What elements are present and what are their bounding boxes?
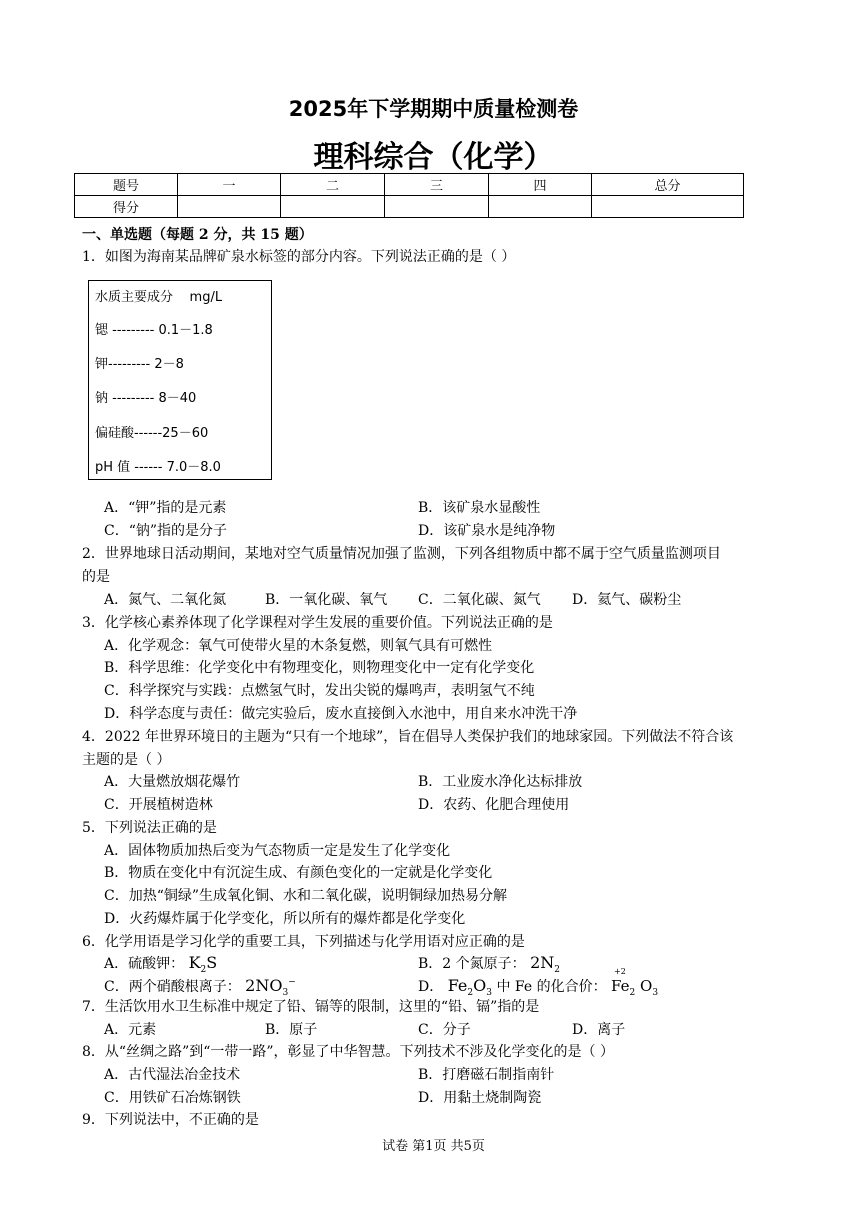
water-label-row: 锶 --------- 0.1－1.8 <box>95 323 213 338</box>
q6-option-c-formula: $2NO_3^-$ <box>245 976 296 999</box>
water-label-row: 偏硅酸------25－60 <box>95 426 209 441</box>
question-1-stem: 1．如图为海南某品牌矿泉水标签的部分内容。下列说法正确的是（ ） <box>82 249 516 265</box>
q6-option-b-formula: $2N_2$ <box>530 953 561 976</box>
valence-mark: +2 <box>614 967 626 976</box>
water-label-heading: 水质主要成分 mg/L <box>95 290 223 305</box>
question-7-stem: 7．生活饮用水卫生标准中规定了铅、镉等的限制，这里的“铅、镉”指的是 <box>82 999 540 1015</box>
q7-option-a[interactable]: A．元素 <box>104 1022 157 1038</box>
page-footer: 试卷 第1页 共5页 <box>382 1139 485 1154</box>
q6-option-b-text: B．2 个氮原子： <box>418 956 526 972</box>
q1-option-b[interactable]: B．该矿泉水显酸性 <box>418 500 541 516</box>
score-input-cell[interactable] <box>178 196 281 218</box>
q2-option-c[interactable]: C．二氧化碳、氮气 <box>418 592 541 608</box>
q5-option-b[interactable]: B．物质在变化中有沉淀生成、有颜色变化的一定就是化学变化 <box>104 865 493 881</box>
water-label-row: 钠 --------- 8－40 <box>95 391 197 406</box>
q6-option-d[interactable] <box>418 967 659 999</box>
q6-option-c-text: C．两个硝酸根离子： <box>104 979 241 995</box>
score-input-cell[interactable] <box>592 196 744 218</box>
score-cell: 得分 <box>75 196 178 218</box>
water-label-unit: mg/L <box>189 290 223 305</box>
score-cell: 总分 <box>592 174 744 196</box>
score-cell: 二 <box>281 174 385 196</box>
score-table-score-row <box>75 196 744 218</box>
q3-option-a[interactable]: A．化学观念：氧气可使带火星的木条复燃，则氧气具有可燃性 <box>104 638 493 654</box>
q3-option-c[interactable]: C．科学探究与实践：点燃氢气时，发出尖锐的爆鸣声，表明氢气不纯 <box>104 683 535 699</box>
q7-option-c[interactable]: C．分子 <box>418 1022 471 1038</box>
question-9-stem: 9．下列说法中，不正确的是 <box>82 1112 259 1128</box>
section-title: 一、单选题（每题 2 分，共 15 题） <box>82 227 313 243</box>
q8-option-b[interactable]: B．打磨磁石制指南针 <box>418 1067 555 1083</box>
question-4-stem: 4．2022 年世界环境日的主题为“只有一个地球”，旨在倡导人类保护我们的地球家园。下列做法不符合该 <box>82 729 734 745</box>
water-label-row: 钾--------- 2－8 <box>95 357 184 372</box>
q1-option-a[interactable]: A．“钾”指的是元素 <box>104 500 227 516</box>
score-input-cell[interactable] <box>489 196 592 218</box>
q4-option-a[interactable]: A．大量燃放烟花爆竹 <box>104 774 241 790</box>
score-cell: 三 <box>385 174 489 196</box>
q8-option-d[interactable]: D．用黏土烧制陶瓷 <box>418 1090 542 1106</box>
q4-option-d[interactable]: D．农药、化肥合理使用 <box>418 797 570 813</box>
q6-option-a-formula: $K_2S$ <box>188 953 218 976</box>
q6-option-d-text: D． <box>418 979 444 995</box>
question-2-stem: 2．世界地球日活动期间，某地对空气质量情况加强了监测，下列各组物质中都不属于空气质量监测项目 <box>82 546 721 562</box>
question-3-stem: 3．化学核心素养体现了化学课程对学生发展的重要价值。下列说法正确的是 <box>82 615 553 631</box>
q3-option-b[interactable]: B．科学思维：化学变化中有物理变化，则物理变化中一定有化学变化 <box>104 660 535 676</box>
q8-option-c[interactable]: C．用铁矿石冶炼钢铁 <box>104 1090 241 1106</box>
q5-option-a[interactable]: A．固体物质加热后变为气态物质一定是发生了化学变化 <box>104 843 451 859</box>
question-6-stem: 6．化学用语是学习化学的重要工具，下列描述与化学用语对应正确的是 <box>82 934 525 950</box>
question-2-stem-cont: 的是 <box>82 569 110 585</box>
exam-title: 2025年下学期期中质量检测卷 <box>288 97 579 121</box>
question-4-stem-cont: 主题的是（ ） <box>82 752 171 768</box>
q4-option-b[interactable]: B．工业废水净化达标排放 <box>418 774 583 790</box>
score-input-cell[interactable] <box>281 196 385 218</box>
q6-option-a[interactable] <box>104 953 217 975</box>
q1-option-d[interactable]: D．该矿泉水是纯净物 <box>418 523 556 539</box>
score-cell: 一 <box>178 174 281 196</box>
q2-option-a[interactable]: A．氮气、二氧化氮 <box>104 592 227 608</box>
q6-option-b[interactable] <box>418 953 560 975</box>
q6-option-a-text: A．硫酸钾： <box>104 956 185 972</box>
q8-option-a[interactable]: A．古代湿法冶金技术 <box>104 1067 241 1083</box>
q7-option-b[interactable]: B．原子 <box>265 1022 318 1038</box>
q6-option-d-formula: $Fe_2O_3$ <box>447 976 492 999</box>
q5-option-d[interactable]: D．火药爆炸属于化学变化，所以所有的爆炸都是化学变化 <box>104 911 466 927</box>
q3-option-d[interactable]: D．科学态度与责任：做完实验后，废水直接倒入水池中，用自来水冲洗干净 <box>104 706 578 722</box>
score-cell: 题号 <box>75 174 178 196</box>
q1-option-c[interactable]: C．“钠”指的是分子 <box>104 523 228 539</box>
exam-subject: 理科综合（化学） <box>313 140 554 175</box>
q5-option-c[interactable]: C．加热“铜绿”生成氧化铜、水和二氧化碳，说明铜绿加热易分解 <box>104 888 508 904</box>
q4-option-c[interactable]: C．开展植树造林 <box>104 797 213 813</box>
water-label-row: pH 值 ------ 7.0－8.0 <box>95 460 221 475</box>
q2-option-d[interactable]: D．氦气、碳粉尘 <box>572 592 682 608</box>
q6-option-d-valence-formula: +2 $Fe_2$ $O_3$ <box>611 967 659 998</box>
score-cell: 四 <box>489 174 592 196</box>
q2-option-b[interactable]: B．一氧化碳、氧气 <box>265 592 388 608</box>
q7-option-d[interactable]: D．离子 <box>572 1022 626 1038</box>
question-5-stem: 5．下列说法正确的是 <box>82 820 217 836</box>
score-input-cell[interactable] <box>385 196 489 218</box>
q6-option-d-text2: 中 Fe 的化合价： <box>496 979 607 995</box>
water-label-box <box>88 280 272 480</box>
score-table-header-row <box>75 174 744 196</box>
score-table <box>74 173 744 218</box>
q6-option-c[interactable] <box>104 976 296 998</box>
question-8-stem: 8．从“丝绸之路”到“一带一路”，彰显了中华智慧。下列技术不涉及化学变化的是（ ） <box>82 1044 614 1060</box>
